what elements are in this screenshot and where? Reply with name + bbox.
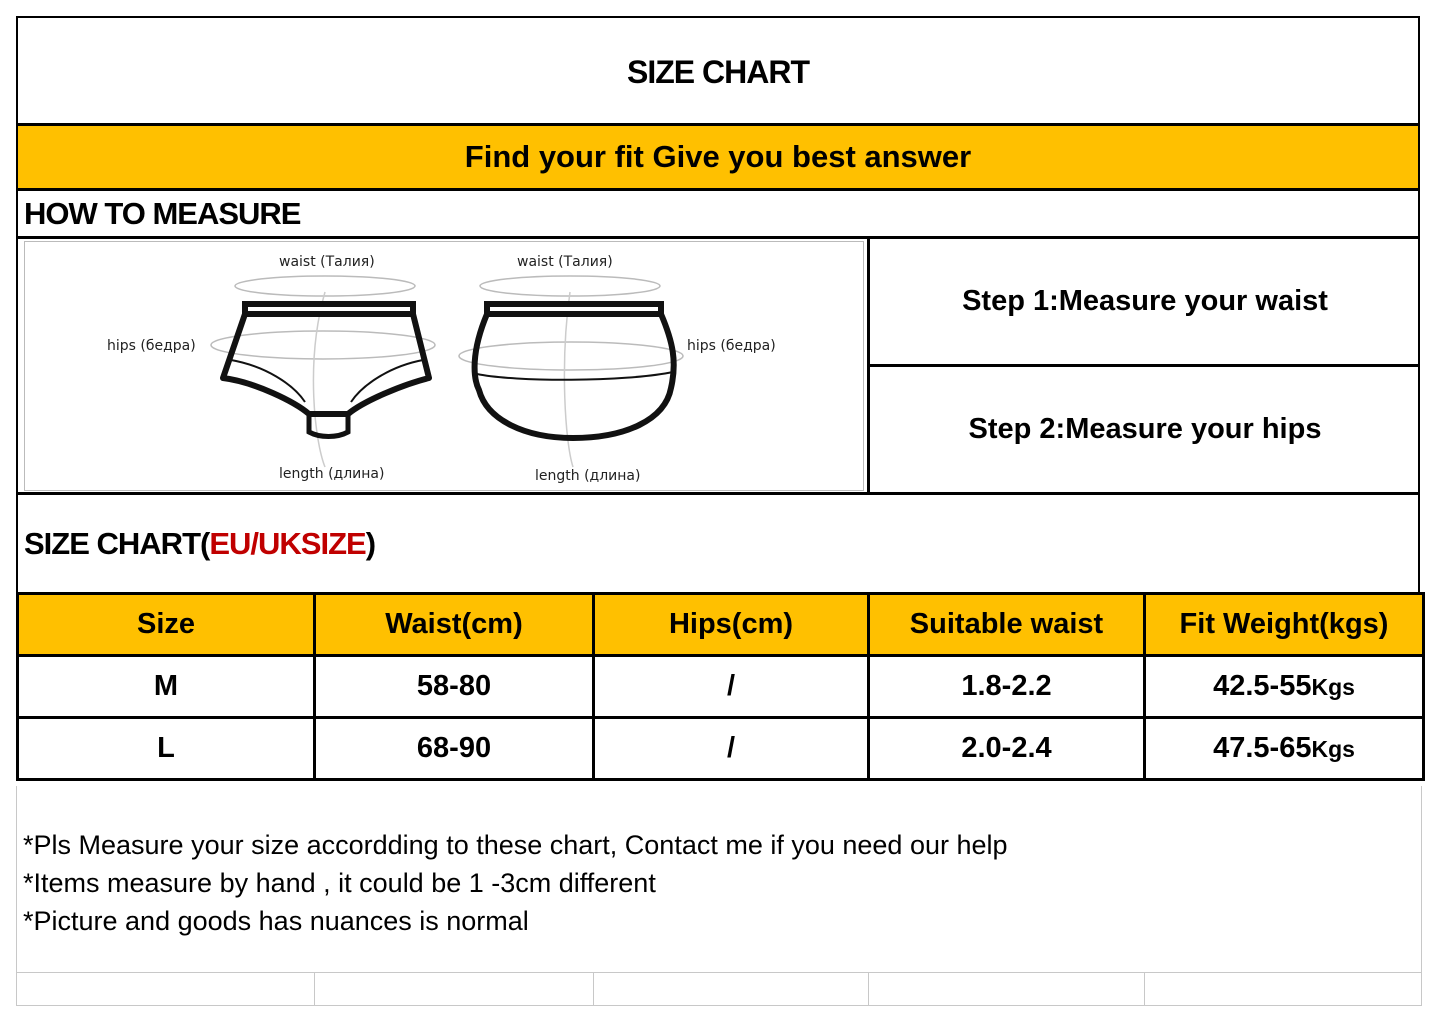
back-briefs-illustration — [459, 254, 776, 484]
cell-waist: 58-80 — [315, 656, 594, 718]
size-chart-heading — [18, 526, 375, 562]
cell-size: L — [18, 718, 315, 780]
weight-value: 47.5-65 — [1213, 732, 1312, 764]
header-fit-weight: Fit Weight(kgs) — [1145, 594, 1424, 656]
grid-divider — [593, 973, 594, 1005]
size-chart-sheet — [16, 16, 1422, 1006]
grid-divider — [868, 973, 869, 1005]
back-hips-label: hips (бедра) — [687, 338, 776, 354]
page-title: SIZE CHART — [627, 54, 809, 90]
measurement-diagram — [24, 241, 864, 491]
table-row — [18, 656, 1424, 718]
header-waist: Waist(cm) — [315, 594, 594, 656]
header-hips: Hips(cm) — [594, 594, 869, 656]
size-chart-heading-prefix: SIZE CHART( — [24, 525, 210, 561]
front-waist-label: waist (Талия) — [279, 254, 375, 270]
table-header-row — [18, 594, 1424, 656]
size-table — [16, 592, 1425, 781]
grid-divider — [1144, 973, 1145, 1005]
step-2-text: Step 2:Measure your hips — [968, 413, 1322, 445]
step-1-text: Step 1:Measure your waist — [870, 239, 1420, 367]
front-briefs-illustration — [107, 254, 435, 482]
front-hips-label: hips (бедра) — [107, 338, 196, 354]
empty-grid-row — [16, 972, 1422, 1006]
grid-divider — [314, 973, 315, 1005]
cell-hips: / — [594, 656, 869, 718]
front-length-label: length (длина) — [279, 466, 385, 482]
how-to-measure-heading: HOW TO MEASURE — [24, 195, 301, 231]
banner-text: Find your fit Give you best answer — [464, 139, 972, 174]
note-line: *Pls Measure your size accordding to these chart, Contact me if you need our help — [23, 830, 1008, 860]
size-chart-heading-suffix: ) — [365, 525, 376, 561]
cell-hips: / — [594, 718, 869, 780]
note-line: *Items measure by hand , it could be 1 -3cm different — [23, 868, 656, 898]
cell-size: M — [18, 656, 315, 718]
size-chart-region-label: EU/UKSIZE — [209, 525, 366, 561]
notes-list — [23, 826, 1008, 940]
measure-section — [16, 239, 1420, 495]
weight-unit: Kgs — [1311, 736, 1355, 762]
cell-fit-weight — [1145, 718, 1424, 780]
cell-fit-weight — [1145, 656, 1424, 718]
measure-steps — [867, 239, 1420, 492]
cell-waist: 68-90 — [315, 718, 594, 780]
back-waist-label: waist (Талия) — [517, 254, 613, 270]
table-row — [18, 718, 1424, 780]
weight-unit: Kgs — [1311, 674, 1355, 700]
size-chart-heading-row — [16, 495, 1420, 592]
weight-value: 42.5-55 — [1213, 670, 1312, 702]
cell-suitable-waist: 1.8-2.2 — [869, 656, 1145, 718]
title-row — [16, 16, 1420, 125]
back-length-label: length (длина) — [535, 468, 641, 484]
notes-section — [16, 786, 1422, 972]
header-size: Size — [18, 594, 315, 656]
how-to-measure-row — [16, 191, 1420, 239]
cell-suitable-waist: 2.0-2.4 — [869, 718, 1145, 780]
header-suitable-waist: Suitable waist — [869, 594, 1145, 656]
panties-diagram-image — [25, 242, 863, 490]
note-line: *Picture and goods has nuances is normal — [23, 906, 529, 936]
banner-row — [16, 123, 1420, 191]
